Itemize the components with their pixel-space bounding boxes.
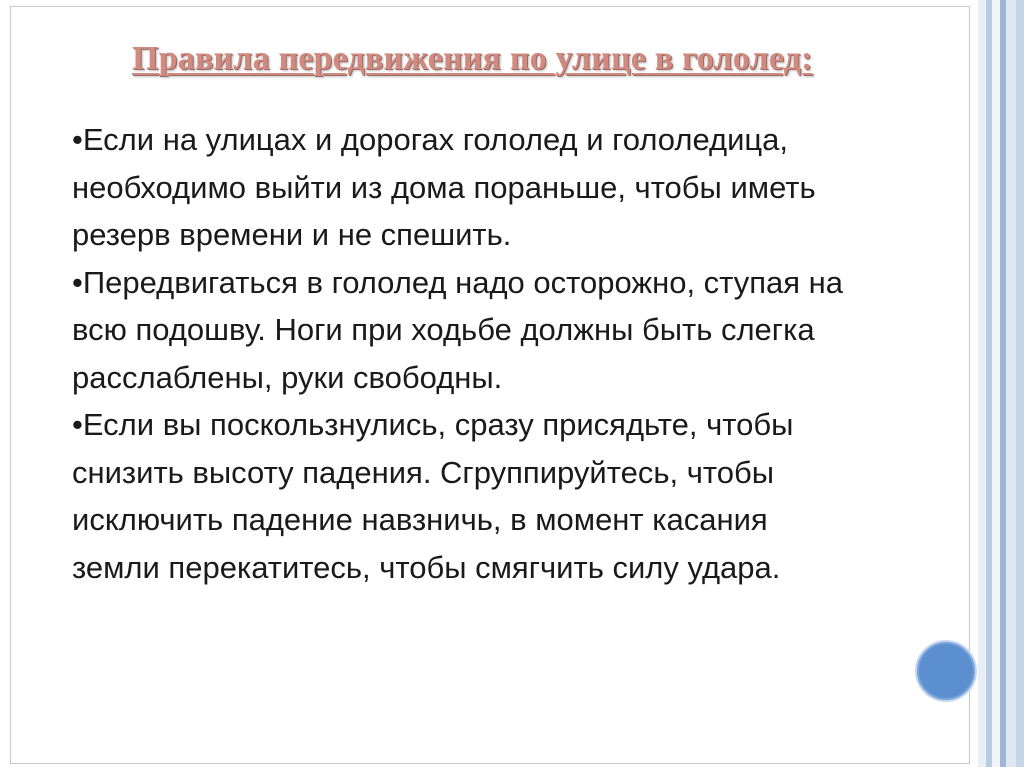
text-line: резерв времени и не спешить. [72,217,512,252]
text-line: снизить высоту падения. Сгруппируйтесь, чтобы [72,454,774,490]
text-line: земли перекатитесь, чтобы смягчить силу удара. [72,549,781,585]
stripe [978,0,986,767]
text-line: •Если на улицах и дорогах гололед и гололедица, [72,122,789,157]
paragraph-3 [72,401,972,591]
text-line: расслаблены, руки свободны. [72,359,503,395]
stripe [1006,0,1016,767]
paragraph-2 [72,259,972,402]
stripe [1016,0,1024,767]
text-line: •Передвигаться в гололед надо осторожно, ступая на [72,264,844,300]
text-line: •Если вы поскользнулись, сразу присядьте, чтобы [72,407,794,442]
slide-title: Правила передвижения по улице в гололед: [132,40,813,77]
paragraph-1 [72,116,972,259]
slide-body [72,116,972,591]
text-line: исключить падение навзничь, в момент касания [72,502,768,537]
right-stripe-border [978,0,1024,767]
circle-icon [915,640,977,702]
text-line: всю подошву. Ноги при ходьбе должны быть слегка [72,312,815,347]
text-line: необходимо выйти из дома пораньше, чтобы иметь [72,169,816,205]
stripe [992,0,1000,767]
